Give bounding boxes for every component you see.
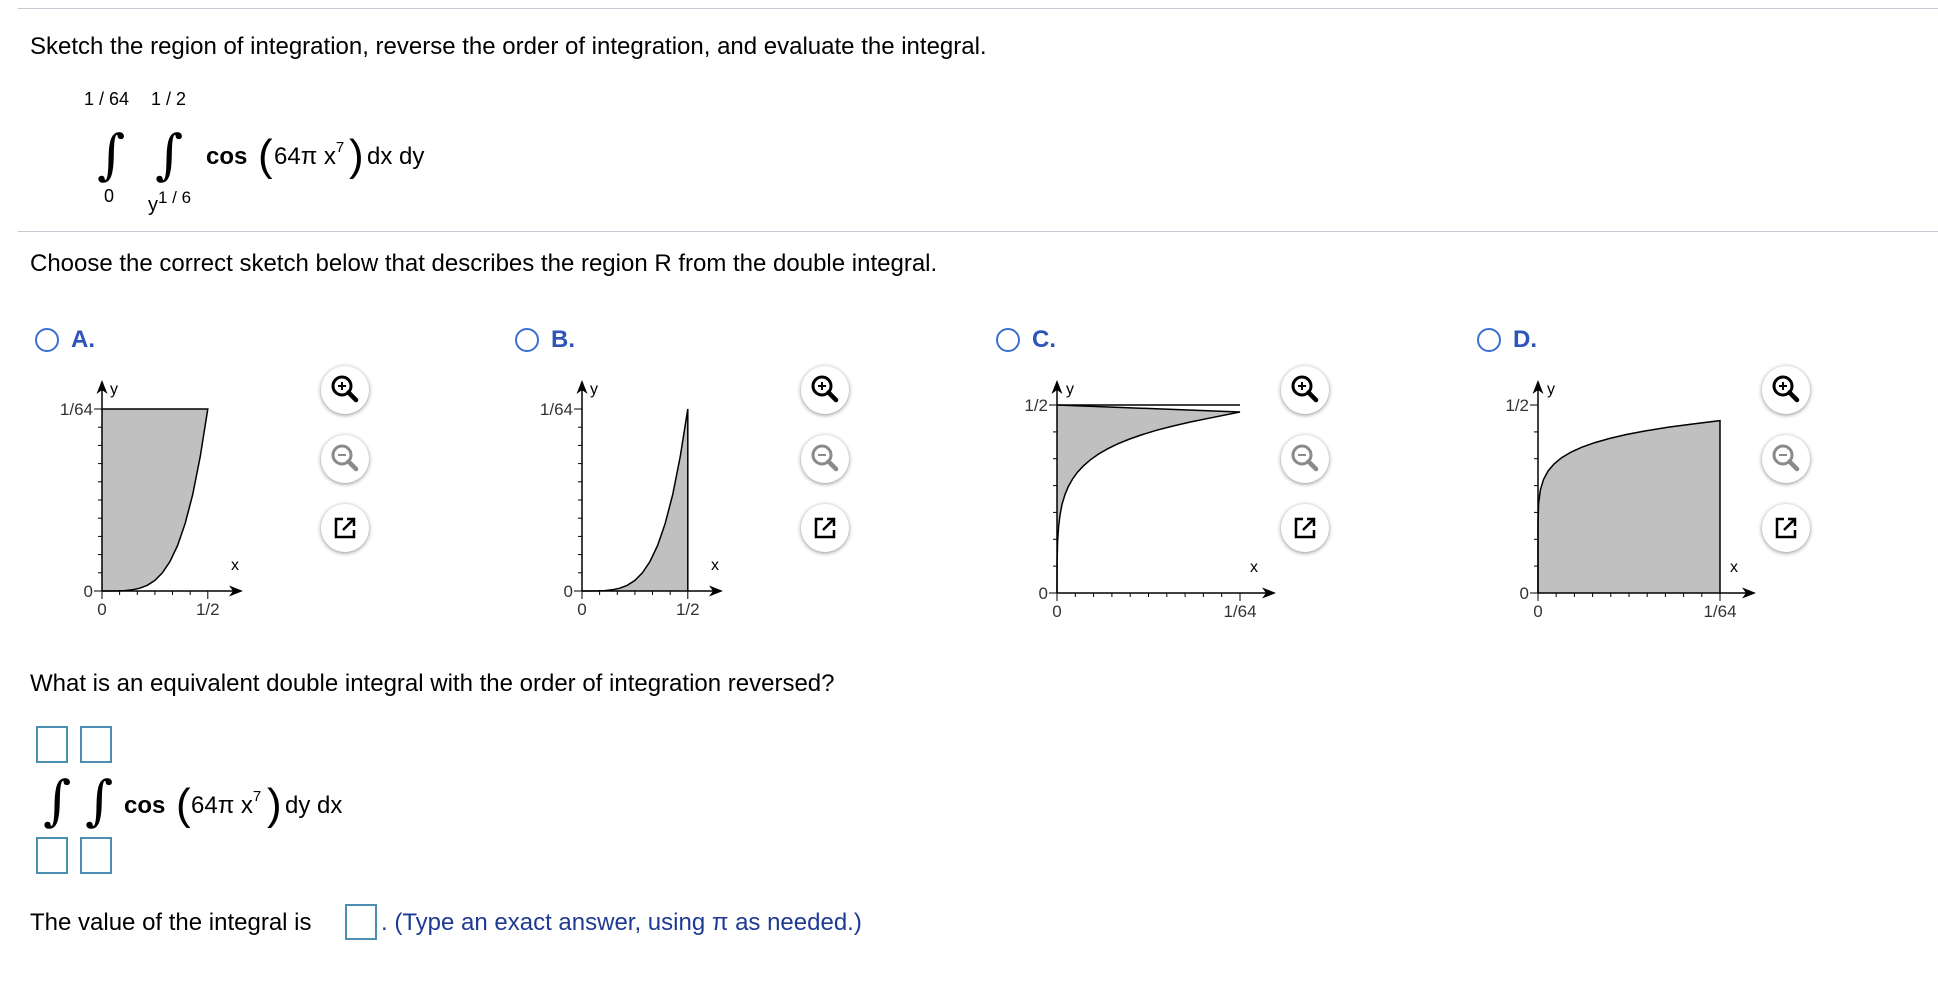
outer-integral-sign: ∫	[97, 123, 126, 186]
graph-b	[520, 370, 780, 630]
option-a-label: A.	[71, 326, 95, 353]
zoom-in-button[interactable]	[801, 366, 849, 414]
right-paren: )	[267, 780, 282, 829]
y-tick-label-top: 1/64	[539, 400, 573, 419]
x-ticks	[582, 591, 688, 599]
top-divider	[18, 8, 1938, 9]
inner-lower-base: y	[148, 194, 158, 216]
integrand-argument	[191, 788, 262, 820]
graph-a	[40, 370, 300, 630]
zoom-out-button[interactable]	[1762, 435, 1810, 483]
x-tick-label-right: 1/2	[675, 600, 700, 619]
zoom-out-icon	[801, 435, 849, 483]
zoom-in-icon	[1762, 366, 1810, 414]
option-d-label: D.	[1513, 326, 1537, 353]
part1-prompt: Choose the correct sketch below that describes the region R from the double integral.	[30, 250, 938, 277]
y-axis-label: y	[1547, 381, 1555, 398]
option-b-radio[interactable]	[515, 328, 539, 352]
x-ticks	[1538, 593, 1720, 601]
zoom-in-icon	[1281, 366, 1329, 414]
x-tick-label-origin: 0	[1533, 602, 1543, 621]
outer-lower-limit: 0	[104, 186, 115, 206]
y-ticks	[574, 409, 582, 591]
inner-integral-sign: ∫	[155, 123, 184, 186]
integral-value-input[interactable]	[345, 904, 377, 940]
inner-upper-limit-input[interactable]	[80, 726, 112, 763]
y-tick-label-origin: 0	[1038, 584, 1048, 603]
outer-lower-limit-input[interactable]	[36, 837, 68, 874]
open-new-window-icon	[321, 504, 369, 552]
zoom-in-button[interactable]	[1762, 366, 1810, 414]
answer-hint: . (Type an exact answer, using π as needed.)	[381, 909, 862, 936]
section-divider	[18, 231, 1938, 232]
y-tick-label-top: 1/2	[1505, 396, 1529, 415]
zoom-out-icon	[1762, 435, 1810, 483]
argument-base: 64π x	[191, 792, 253, 819]
y-tick-label-origin: 0	[1519, 584, 1529, 603]
y-ticks	[1049, 405, 1057, 593]
y-ticks	[1530, 405, 1538, 593]
zoom-out-icon	[1281, 435, 1329, 483]
option-c[interactable]	[996, 326, 1056, 354]
left-paren: (	[258, 131, 273, 180]
outer-upper-limit: 1 / 64	[84, 89, 130, 109]
option-a[interactable]	[35, 326, 95, 354]
open-new-window-button[interactable]	[801, 504, 849, 552]
argument-exponent: 7	[252, 788, 262, 805]
cos-function: cos	[124, 792, 166, 819]
x-axis-label: x	[711, 557, 719, 574]
zoom-in-button[interactable]	[1281, 366, 1329, 414]
zoom-in-button[interactable]	[321, 366, 369, 414]
outer-integral-sign: ∫	[43, 769, 72, 832]
zoom-in-icon	[801, 366, 849, 414]
option-b-label: B.	[551, 326, 575, 353]
outer-upper-limit-input[interactable]	[36, 726, 68, 763]
question-instruction: Sketch the region of integration, reverse the order of integration, and evaluate the integral.	[30, 33, 987, 60]
y-axis-label: y	[110, 381, 118, 398]
inner-lower-limit	[148, 186, 192, 216]
shaded-region	[1538, 421, 1720, 593]
x-tick-label-right: 1/2	[195, 600, 220, 619]
y-axis-label: y	[590, 381, 598, 398]
option-c-radio[interactable]	[996, 328, 1020, 352]
inner-lower-limit-input[interactable]	[80, 837, 112, 874]
x-tick-label-origin: 0	[577, 600, 587, 619]
graph-c	[1000, 370, 1260, 630]
argument-exponent: 7	[335, 139, 345, 156]
left-paren: (	[176, 780, 191, 829]
integrand-argument	[274, 139, 345, 171]
zoom-out-button[interactable]	[1281, 435, 1329, 483]
part2-prompt: What is an equivalent double integral with the order of integration reversed?	[30, 670, 835, 697]
y-ticks	[94, 409, 102, 591]
cos-function: cos	[206, 143, 248, 170]
inner-lower-exponent: 1 / 6	[158, 188, 192, 207]
option-d-radio[interactable]	[1477, 328, 1501, 352]
x-tick-label-right: 1/64	[1223, 602, 1257, 621]
zoom-out-button[interactable]	[801, 435, 849, 483]
x-tick-label-origin: 0	[1052, 602, 1062, 621]
differentials: dx dy	[367, 143, 425, 170]
x-axis-label: x	[1730, 559, 1738, 576]
zoom-out-button[interactable]	[321, 435, 369, 483]
open-new-window-button[interactable]	[321, 504, 369, 552]
x-ticks	[1057, 593, 1240, 601]
y-tick-label-origin: 0	[563, 582, 573, 601]
inner-integral-sign: ∫	[85, 769, 114, 832]
open-new-window-button[interactable]	[1762, 504, 1810, 552]
zoom-in-icon	[321, 366, 369, 414]
x-tick-label-origin: 0	[97, 600, 107, 619]
x-ticks	[102, 591, 208, 599]
option-a-radio[interactable]	[35, 328, 59, 352]
y-tick-label-top: 1/2	[1024, 396, 1048, 415]
open-new-window-icon	[1281, 504, 1329, 552]
option-b[interactable]	[515, 326, 575, 354]
x-tick-label-right: 1/64	[1703, 602, 1737, 621]
value-prefix: The value of the integral is	[30, 909, 312, 936]
open-new-window-icon	[1762, 504, 1810, 552]
open-new-window-icon	[801, 504, 849, 552]
x-axis-label: x	[1250, 559, 1258, 576]
x-axis-label: x	[231, 557, 239, 574]
argument-base: 64π x	[274, 143, 336, 170]
differentials: dy dx	[285, 792, 343, 819]
open-new-window-button[interactable]	[1281, 504, 1329, 552]
zoom-out-icon	[321, 435, 369, 483]
y-tick-label-origin: 0	[83, 582, 93, 601]
y-tick-label-top: 1/64	[59, 400, 93, 419]
graph-d	[1480, 370, 1740, 630]
option-d[interactable]	[1477, 326, 1537, 354]
inner-upper-limit: 1 / 2	[151, 89, 187, 109]
option-c-label: C.	[1032, 326, 1056, 353]
y-axis-label: y	[1066, 381, 1074, 398]
right-paren: )	[349, 131, 364, 180]
